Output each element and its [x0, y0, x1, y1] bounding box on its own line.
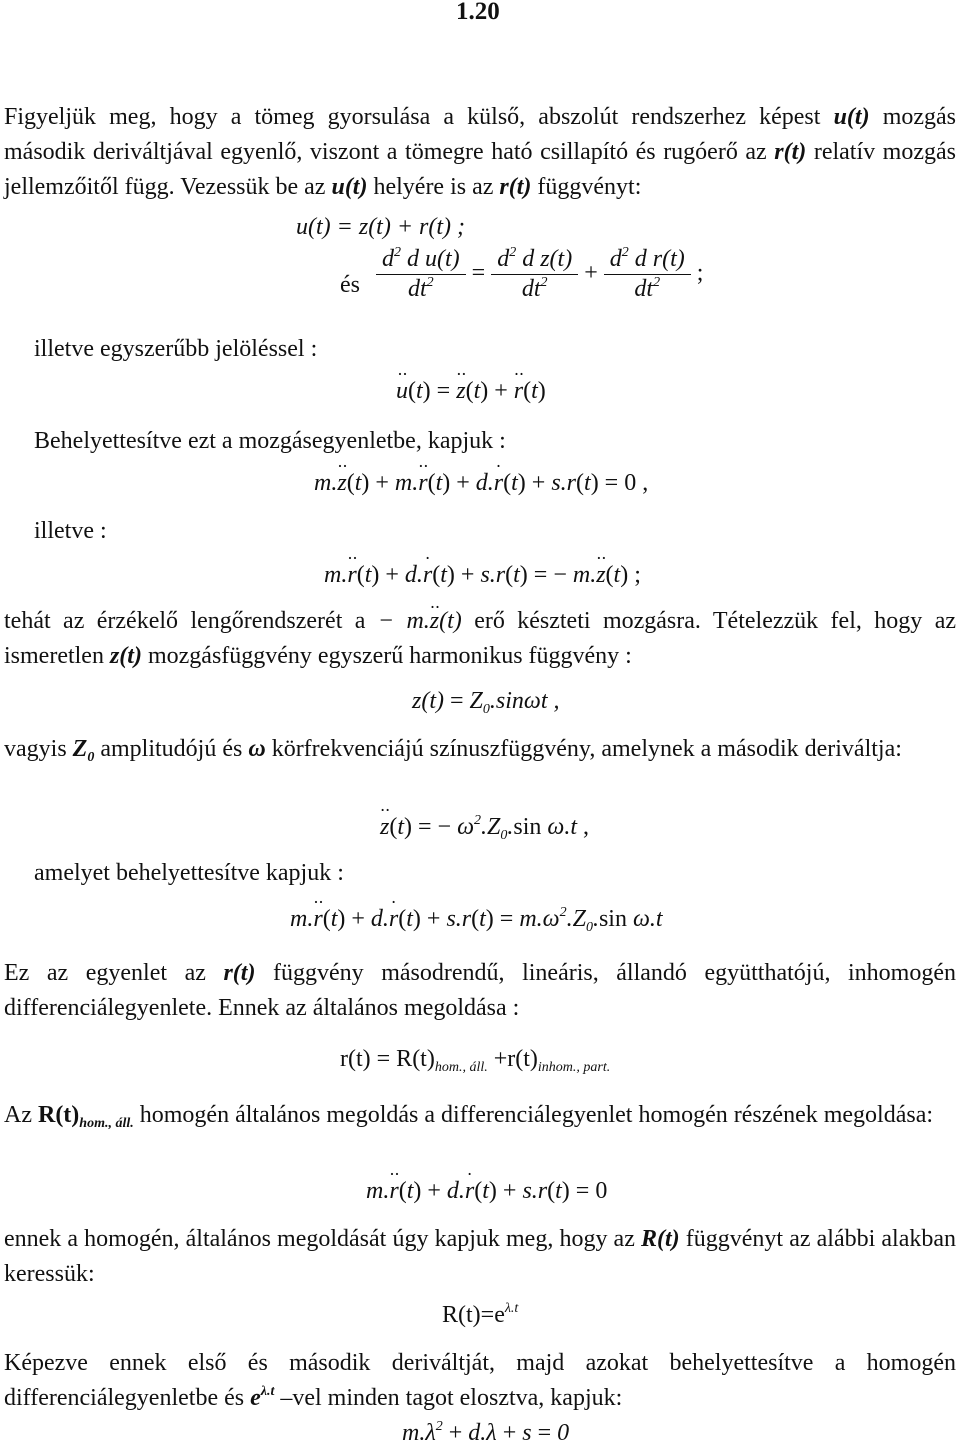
equation-general-solution: $r(t) = R(t)_{hom., áll.} +r(t)_{inhom., part.}$	[340, 1046, 611, 1075]
equation-motion-relative: m.r ··(t) + d.r ·(t) + s.r(t) = − m.z ··(t) ;	[324, 562, 641, 589]
equation-homogeneous: m.r ··(t) + d.r ·(t) + s.r(t) = 0	[366, 1178, 607, 1205]
amelyet-label: amelyet behelyettesítve kapjuk :	[34, 860, 344, 886]
illetve-label: illetve :	[34, 518, 107, 544]
intro-paragraph: Figyeljük meg, hogy a tömeg gyorsulása a külső, abszolút rendszerhez képest u(t) mozgás második deriváltjával egyenlő, viszont a tömegre ható csillapító és rugóerő az r(t) relatív mozgás jellemzőitől függ. Vezessük be az u(t) helyére is az r(t) függvényt:	[4, 104, 957, 200]
equation-characteristic: $m.\lambda^2 + d.\lambda + s = 0$	[402, 1419, 570, 1446]
paragraph-homogeneous: Az $R(t)_{hom., áll.}$ homogén általános megoldás a differenciálegyenlet homogén részének megoldása:	[4, 1102, 934, 1131]
behelyettesitve-label: Behelyettesítve ezt a mozgásegyenletbe, kapjuk :	[34, 428, 506, 454]
equation-u-sum: u(t) = z(t) + r(t) ;	[296, 214, 466, 240]
equation-exponential: $R(t)=e^{\lambda.t}$	[442, 1301, 519, 1328]
equation-harmonic: $z(t) = Z_0.\sin\omega t$ ,	[412, 688, 560, 717]
paragraph-inhomogeneous: Ez az egyenlet az r(t) függvény másodrendű, lineáris, állandó együtthatójú, inhomogén differenciálegyenlete. Ennek az általános megoldása :	[4, 960, 956, 1021]
illetve-simple-label: illetve egyszerűbb jelöléssel :	[34, 336, 318, 362]
equation-accelerations: u ··(t) = z ··(t) + r ··(t)	[396, 378, 546, 405]
equation-z-second-derivative: z ··(t) = − $\omega^2.Z_0.\sin$ ω.t ,	[380, 814, 589, 841]
equation-motion-full: m.z ··(t) + m.r ··(t) + d.r ·(t) + s.r(t) = 0 ,	[314, 470, 648, 497]
equation-forced-motion: $m.r \cdot\cdot(t) + d.r \cdot(t) + s.r(t) = m.\omega^2.Z_0.\sin$ ω.t	[290, 906, 663, 933]
page-number: 1.20	[456, 0, 500, 25]
paragraph-ansatz: ennek a homogén, általános megoldását úgy kapjuk meg, hogy az R(t) függvényt az alábbi alakban keressük:	[4, 1226, 956, 1287]
paragraph-amplitude: vagyis $Z_0$ amplitudójú és ω körfrekvenciájú színuszfüggvény, amelynek a második deriváltja:	[4, 736, 902, 765]
paragraph-characteristic: Képezve ennek első és második deriváltját, majd azokat behelyettesítve a homogén differenciálegyenletbe és $e^{\lambda.t}$ –vel minden tagot elosztva, kapjuk:	[4, 1350, 956, 1411]
equation-second-derivative: $\frac{d^2 d u(t)}{dt^2}$ = $\frac{d^2 d z(t)}{dt^2}$ + $\frac{d^2 d r(t)}{dt^2}$ ;	[376, 246, 703, 303]
es-label: és	[340, 272, 360, 298]
paragraph-excitation: tehát az érzékelő lengőrendszerét a − m.z ··(t) erő készteti mozgásra. Tételezzük fel, hogy az ismeretlen z(t) mozgásfüggvény egyszerű harmonikus függvény :	[4, 604, 956, 674]
